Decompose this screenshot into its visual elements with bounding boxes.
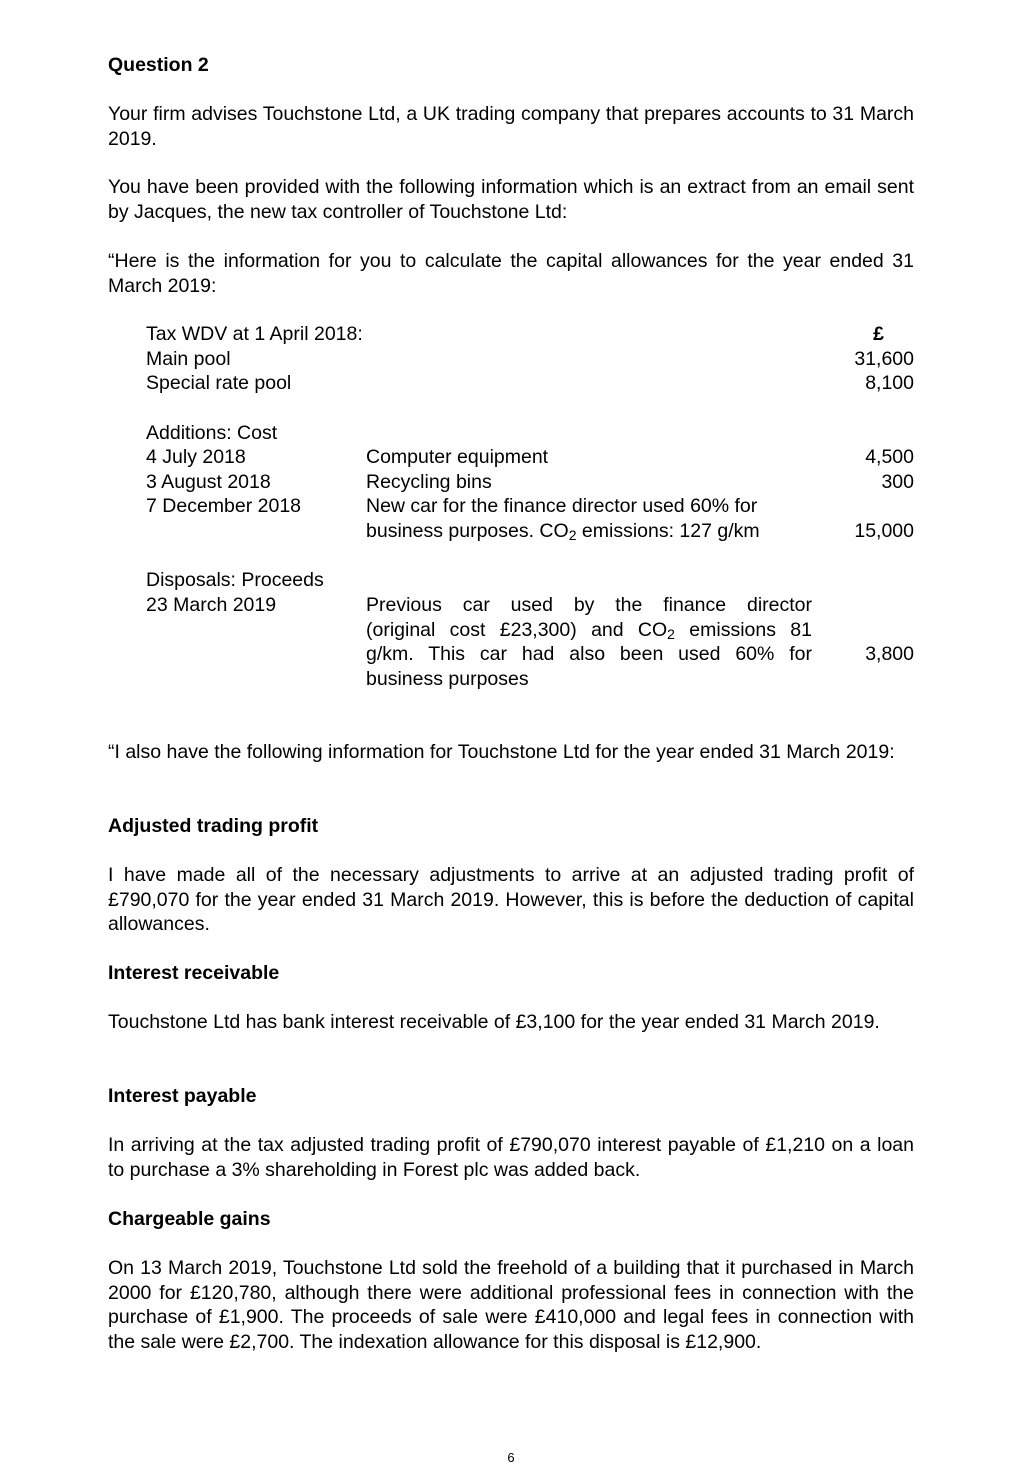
disposal-amount: 3,800 xyxy=(865,643,914,665)
disposals-heading: Disposals: Proceeds xyxy=(146,569,324,591)
section-heading-adjusted-trading-profit: Adjusted trading profit xyxy=(108,815,319,837)
main-pool-amount: 31,600 xyxy=(854,348,914,370)
addition-amount: 300 xyxy=(881,471,914,493)
section-body-interest-receivable: Touchstone Ltd has bank interest receivable of £3,100 for the year ended 31 March 2019. xyxy=(108,1011,880,1033)
section-body-chargeable-gains: On 13 March 2019, Touchstone Ltd sold the freehold of a building that it purchased in March 2000 for £120,780, although there were additional professional fees in connection with the purchase of £1,900. The proceeds of sale were £410,000 and legal fees in connection with the sale were £2,700. The indexation allowance for this disposal is £12,900. xyxy=(108,1257,914,1353)
disposal-date: 23 March 2019 xyxy=(146,594,277,616)
wdv-heading: Tax WDV at 1 April 2018: xyxy=(146,323,363,345)
page-number: 6 xyxy=(507,1450,515,1465)
addition-amount: 15,000 xyxy=(854,520,914,542)
addition-description: Recycling bins xyxy=(366,471,492,493)
additions-heading: Additions: Cost xyxy=(146,422,278,444)
question-title: Question 2 xyxy=(108,54,209,76)
section-heading-chargeable-gains: Chargeable gains xyxy=(108,1208,271,1230)
addition-date: 7 December 2018 xyxy=(146,495,302,517)
addition-date: 3 August 2018 xyxy=(146,471,271,493)
addition-description-continued: business purposes. $CO_2$ emissions: 127 g/km xyxy=(366,520,760,543)
section-heading-interest-payable: Interest payable xyxy=(108,1085,257,1107)
disposal-description: Previous car used by the finance director (original cost £23,300) and $CO_2$ emissions 81 g/km. This car had also been used 60% for business purposes xyxy=(366,594,812,690)
section-body-adjusted-trading-profit: I have made all of the necessary adjustments to arrive at an adjusted trading profit of £790,070 for the year ended 31 March 2019. However, this is before the deduction of capital allowances. xyxy=(108,864,914,935)
currency-header: £ xyxy=(873,323,884,345)
section-body-interest-payable: In arriving at the tax adjusted trading profit of £790,070 interest payable of £1,210 on a loan to purchase a 3% shareholding in Forest plc was added back. xyxy=(108,1134,914,1181)
addition-date: 4 July 2018 xyxy=(146,446,246,468)
special-rate-pool-label: Special rate pool xyxy=(146,372,292,394)
addition-description: Computer equipment xyxy=(366,446,549,468)
addition-amount: 4,500 xyxy=(865,446,914,468)
intro-paragraph: Your firm advises Touchstone Ltd, a UK trading company that prepares accounts to 31 March 2019. xyxy=(108,103,914,150)
email-intro-paragraph: You have been provided with the following information which is an extract from an email sent by Jacques, the new tax controller of Touchstone Ltd: xyxy=(108,176,914,223)
special-rate-pool-amount: 8,100 xyxy=(865,372,914,394)
section-heading-interest-receivable: Interest receivable xyxy=(108,962,280,984)
main-pool-label: Main pool xyxy=(146,348,231,370)
email-quote-paragraph: “Here is the information for you to calculate the capital allowances for the year ended 31 March 2019: xyxy=(108,250,914,297)
addition-description: New car for the finance director used 60% for xyxy=(366,495,758,517)
document-page xyxy=(108,0,914,1464)
also-info-paragraph: “I also have the following information for Touchstone Ltd for the year ended 31 March 2019: xyxy=(108,741,895,763)
